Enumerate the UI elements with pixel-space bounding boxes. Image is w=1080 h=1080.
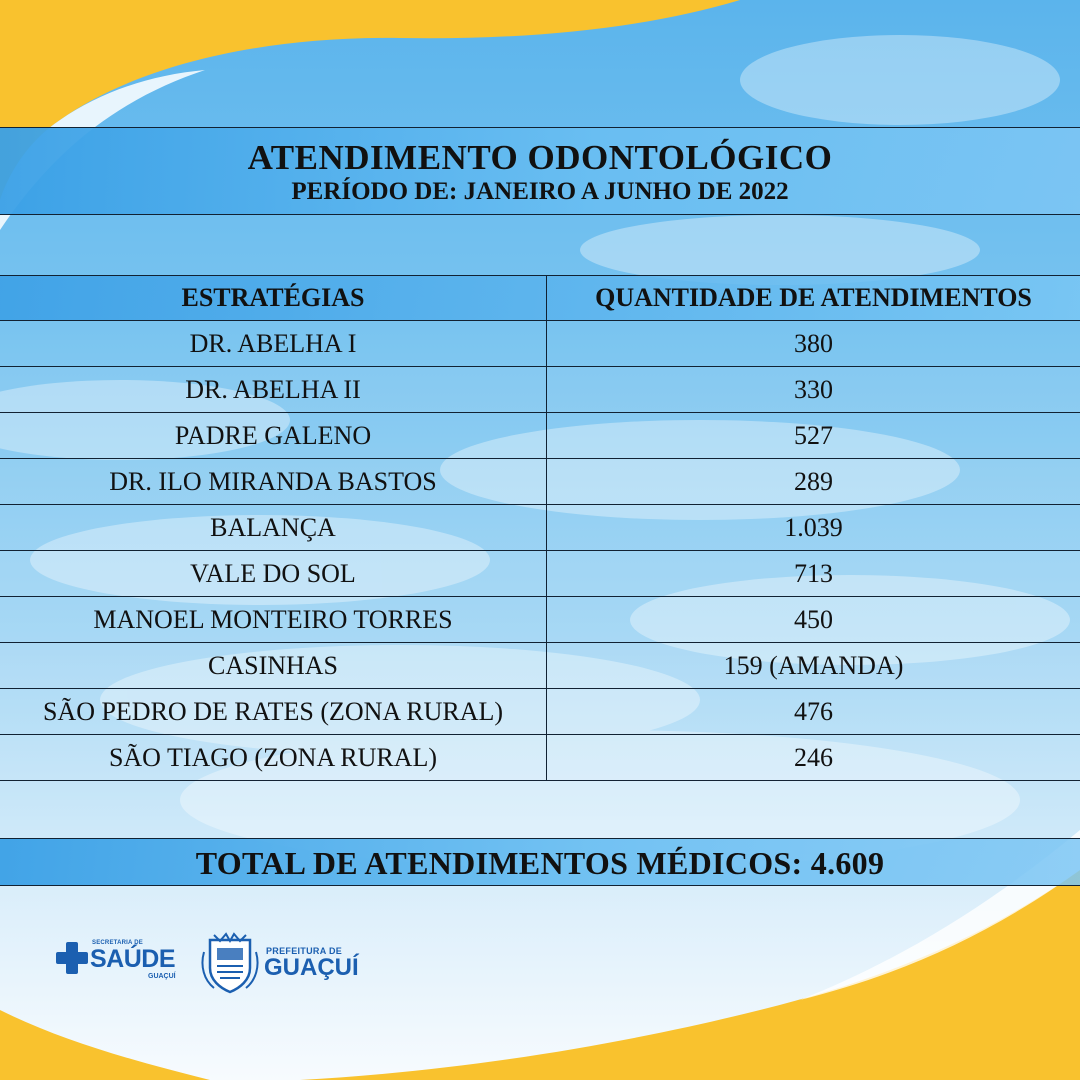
strategy-cell: DR. ABELHA II (0, 367, 547, 413)
strategy-cell: PADRE GALENO (0, 413, 547, 459)
city-crest-icon (200, 932, 260, 994)
table-row (0, 735, 1080, 781)
table-header-row (0, 276, 1080, 321)
quantity-cell: 330 (547, 367, 1080, 413)
quantity-cell: 527 (547, 413, 1080, 459)
table-row (0, 321, 1080, 367)
title-banner (0, 127, 1080, 215)
strategy-cell: CASINHAS (0, 643, 547, 689)
quantity-cell: 380 (547, 321, 1080, 367)
quantity-cell: 476 (547, 689, 1080, 735)
prefeitura-logo-wordmark: GUAÇUÍ (264, 954, 359, 981)
saude-logo-city: GUAÇUÍ (148, 973, 176, 980)
table-row (0, 643, 1080, 689)
strategy-cell: DR. ILO MIRANDA BASTOS (0, 459, 547, 505)
saude-logo (52, 932, 192, 992)
table-row (0, 689, 1080, 735)
strategy-cell: MANOEL MONTEIRO TORRES (0, 597, 547, 643)
strategy-cell: SÃO TIAGO (ZONA RURAL) (0, 735, 547, 781)
table-row (0, 551, 1080, 597)
strategy-cell: SÃO PEDRO DE RATES (ZONA RURAL) (0, 689, 547, 735)
strategy-cell: BALANÇA (0, 505, 547, 551)
strategy-cell: DR. ABELHA I (0, 321, 547, 367)
quantity-cell: 289 (547, 459, 1080, 505)
quantity-cell: 159 (AMANDA) (547, 643, 1080, 689)
attendance-table (0, 275, 1080, 781)
page-title: ATENDIMENTO ODONTOLÓGICO (247, 138, 833, 177)
prefeitura-logo-caption: PREFEITURA DE (266, 946, 343, 956)
quantity-cell: 1.039 (547, 505, 1080, 551)
total-banner (0, 838, 1080, 886)
medical-cross-icon (56, 942, 88, 974)
table-row (0, 459, 1080, 505)
quantity-cell: 450 (547, 597, 1080, 643)
table-row (0, 597, 1080, 643)
quantity-cell: 713 (547, 551, 1080, 597)
saude-logo-wordmark: SAÚDE (90, 945, 176, 973)
table-row (0, 413, 1080, 459)
column-header-quantity: QUANTIDADE DE ATENDIMENTOS (547, 276, 1080, 321)
column-header-strategies: ESTRATÉGIAS (0, 276, 547, 321)
period-subtitle: PERÍODO DE: JANEIRO A JUNHO DE 2022 (291, 178, 789, 205)
total-text: TOTAL DE ATENDIMENTOS MÉDICOS: 4.609 (195, 845, 885, 881)
strategy-cell: VALE DO SOL (0, 551, 547, 597)
quantity-cell: 246 (547, 735, 1080, 781)
table-row (0, 367, 1080, 413)
saude-logo-caption: SECRETARIA DE (92, 940, 143, 946)
table-row (0, 505, 1080, 551)
